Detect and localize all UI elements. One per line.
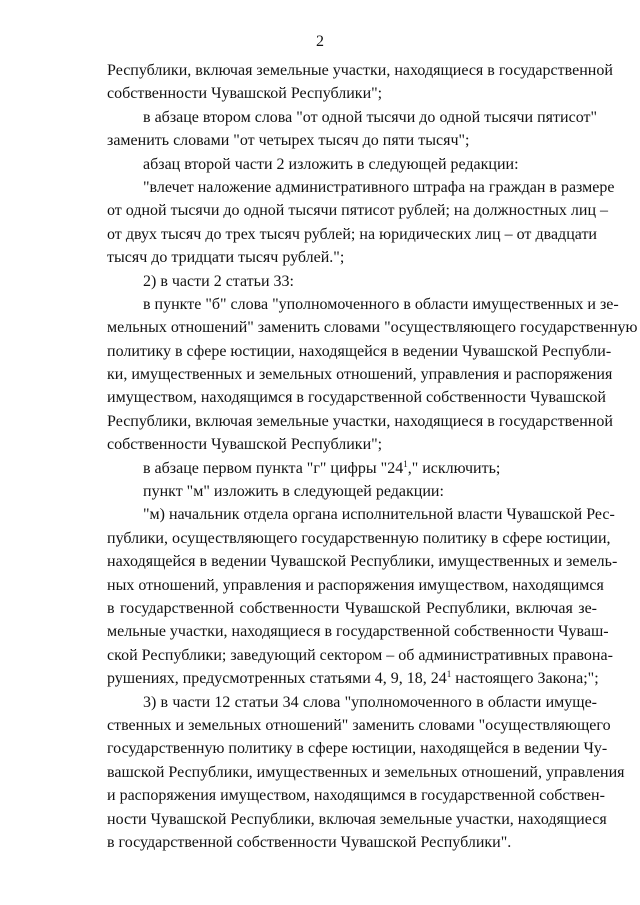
text-line: 3) в части 12 статьи 34 слова "уполномоченного в области имуще-	[143, 693, 597, 711]
text-line: вашской Республики, имущественных и земельных отношений, управления	[107, 763, 625, 781]
text-line: Республики, включая земельные участки, находящиеся в государственной	[107, 62, 613, 79]
text-line: от двух тысяч до трех тысяч рублей; на юридических лиц – от двадцати	[107, 225, 597, 243]
text-line: государственную политику в сфере юстиции, находящейся в ведении Чу-	[107, 740, 608, 758]
text-line: собственности Чувашской Республики";	[107, 85, 383, 103]
text-line: в абзаце первом пункта "г" цифры "$24^1$," исключить;	[143, 458, 501, 477]
text-line: ности Чувашской Республики, включая земельные участки, находящиеся	[107, 810, 607, 828]
text-line: абзац второй части 2 изложить в следующей редакции:	[143, 155, 519, 173]
text-line: 2) в части 2 статьи 33:	[143, 272, 294, 290]
text-line: пункт "м" изложить в следующей редакции:	[143, 483, 444, 501]
text-line: в государственной собственности Чувашской Республики".	[107, 833, 512, 851]
superscript-one: 1	[446, 669, 452, 680]
text-line: в абзаце втором слова "от одной тысячи до одной тысячи пятисот"	[143, 108, 597, 126]
text-line: и распоряжения имуществом, находящимся в государственной собствен-	[107, 787, 605, 805]
page-number: 2	[316, 33, 324, 50]
text-line: собственности Чувашской Республики";	[107, 436, 383, 454]
text-line: ных отношений, управления и распоряжения имуществом, находящимся	[107, 576, 604, 594]
text-line: политику в сфере юстиции, находящейся в ведении Чувашской Республи-	[107, 342, 612, 360]
text-line: мельные участки, находящиеся в государственной собственности Чуваш-	[107, 623, 609, 641]
text-line: ственных и земельных отношений" заменить словами "осуществляющего	[107, 716, 611, 734]
text-line: от одной тысячи до одной тысячи пятисот рублей; на должностных лиц –	[107, 202, 609, 220]
text-line: Республики, включая земельные участки, находящиеся в государственной	[107, 412, 613, 430]
superscript-one: 1	[403, 458, 408, 469]
text-line: ской Республики; заведующий сектором – об административных правона-	[107, 646, 613, 664]
text-line: "м) начальник отдела органа исполнительной власти Чувашской Рес-	[143, 506, 615, 524]
text-line: ки, имущественных и земельных отношений, управления и распоряжения	[107, 366, 613, 384]
text-line: мельных отношений" заменить словами "осуществляющего государственную	[107, 319, 638, 337]
text-line: публики, осуществляющего государственную политику в сфере юстиции,	[107, 529, 611, 547]
text-line: имуществом, находящимся в государственной собственности Чувашской	[107, 389, 606, 407]
text-line: в государственной собственности Чувашской Республики, включая зе-	[107, 599, 597, 617]
document-body	[107, 59, 638, 854]
text-line: в пункте "б" слова "уполномоченного в области имущественных и зе-	[143, 295, 619, 313]
text-line: рушениях, предусмотренных статьями 4, 9, 18, $24^1$ настоящего Закона;";	[107, 669, 599, 688]
text-line: заменить словами "от четырех тысяч до пяти тысяч";	[107, 132, 470, 150]
text-line: "влечет наложение административного штрафа на граждан в размере	[143, 178, 615, 196]
text-line: тысяч до тридцати тысяч рублей.";	[107, 249, 345, 267]
text-line: находящейся в ведении Чувашской Республики, имущественных и земель-	[107, 553, 618, 571]
